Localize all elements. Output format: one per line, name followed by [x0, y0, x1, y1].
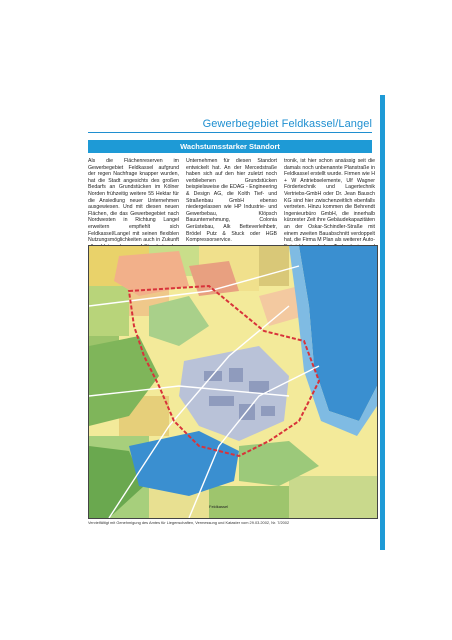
page-title: Gewerbegebiet Feldkassel/Langel	[202, 118, 372, 130]
column-2-text-a: Unternehmen für diesen Standort entwickelt hat. An der Mercedstraße haben sich auf den hier zuletzt noch verbliebenen Grundstücken beispielsweise die EDAG - Engineering & Design AG, die Kolth Tief- und Straßenbau GmbH ebenso niedergelassen wie HP Industrie- und Gewerbebau, Klöpsch Bauunternehmung, Colonia Gerüstebau, Alk Betteverleihbetr, Brödel Putz & Stuck oder HGB Kompressorservice.	[186, 158, 277, 244]
title-divider	[88, 132, 372, 133]
map-graphic	[89, 246, 377, 518]
map-place-label: Feldkassel	[209, 504, 229, 509]
column-3-text: tronik, ist hier schon ansässig seit die damals noch unbenannte Planstraße in Feldkassel erstellt wurde. Firmen wie H + W Antriebselemente, Ulf Wagner Fördertechnik und Lagertechnik Vertriebs-GmbH oder Dr. Jean Bausch KG sind hier zwischenzeitlich ebenfalls vertreten. Hinzu kommen die Behrendt Ingenieurbüro GmbH, die innerhalb kürzester Zeit ihre Gebäudekapazitäten an der Oskar-Schindler-Straße mit einem zweiten Bauabschnitt verdoppelt hat, die Firma M Plan als weiterer Auto-	[284, 158, 375, 244]
section-heading: Wachstumsstarker Standort	[88, 140, 372, 153]
column-1-text: Als die Flächenreserven im Gewerbegebiet Feldkassel aufgrund der regen Nachfrage knapper wurden, hat die Stadt angesichts des großen Bedarfs an Grundstücken im Kölner Norden frühzeitig weitere 55 Hektar für die Ansiedlung neuer Unternehmen ausgewiesen. Und mit diesen neuen Flächen, die das Gewerbegebiet nach Nordwesten in Richtung Langel erweitern empfiehlt sich Feldkassel/Langel mit seinen flexiblen Nutzungsmöglichkeiten auch in Zukunft	[88, 158, 179, 244]
page-accent-bar	[380, 95, 385, 550]
map-caption: Vervielfältigt mit Genehmigung des Amtes für Liegenschaften, Vermessung und Kataster vom 29.03.2002, Nr. 7/2002	[88, 520, 290, 525]
area-map	[88, 245, 378, 519]
